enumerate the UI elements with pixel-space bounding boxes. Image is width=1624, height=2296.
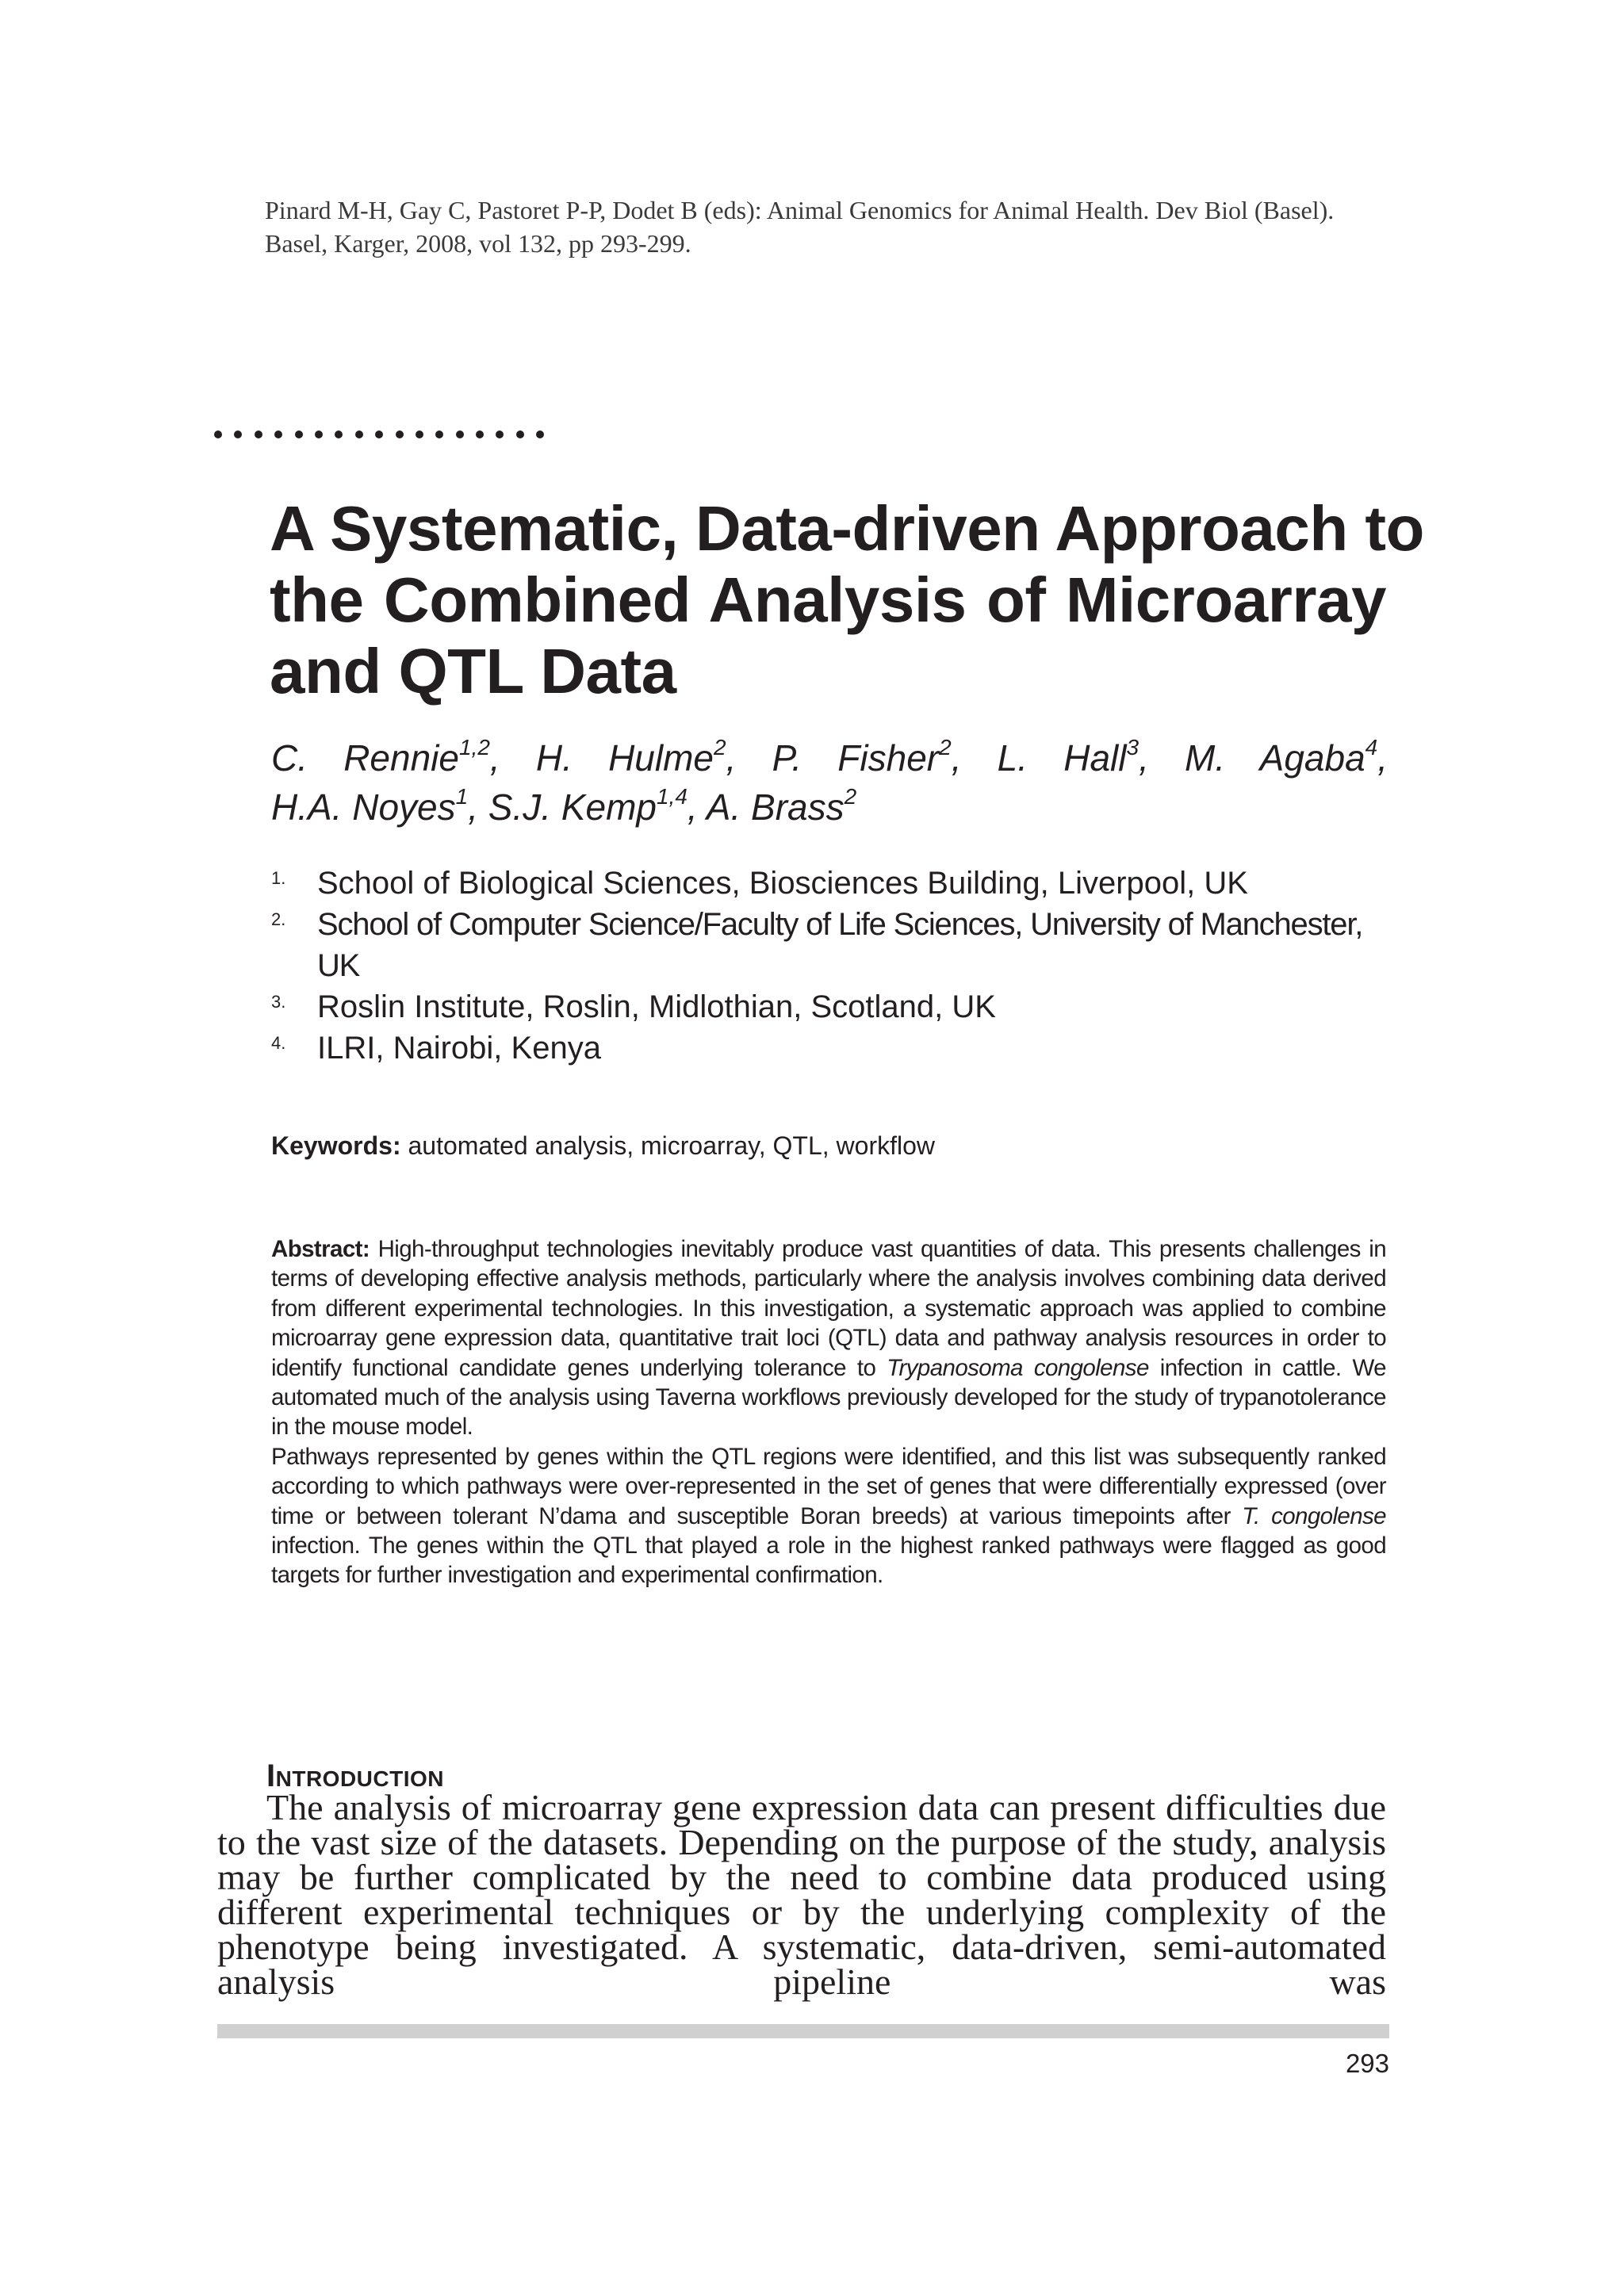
author-affiliation-mark: 1,4 <box>656 784 688 809</box>
affiliation-number: 2. <box>271 909 286 929</box>
author-name: L. Hall <box>997 737 1127 779</box>
decorative-dot <box>416 430 423 438</box>
section-heading: Introduction <box>266 1758 444 1794</box>
author-affiliation-mark: 2 <box>714 735 726 760</box>
affiliation-text: Roslin Institute, Roslin, Midlothian, Scotland, UK <box>317 989 996 1024</box>
decorative-dots <box>214 425 544 444</box>
affiliation-number: 3. <box>271 992 286 1012</box>
decorative-dot <box>456 430 464 438</box>
abstract-paragraph: Abstract: High-throughput technologies inevitably produce vast quantities of data. This presents challenges in terms of developing effective analysis methods, particularly where the analysis involves combining data derived from different experimental technologies. In this investigation, a systematic approach was applied to combine microarray gene expression data, quantitative trait loci (QTL) data and pathway analysis resources in order to identify functional candidate genes underlying tolerance to Trypanosoma congolense infection in cattle. We automated much of the analysis using Taverna workflows previously developed for the study of trypanotolerance in the mouse model. <box>271 1236 1386 1441</box>
affiliation-text: School of Computer Science/Faculty of Life Sciences, University of Manchester, UK <box>317 907 1363 983</box>
decorative-dot <box>396 430 404 438</box>
decorative-dot <box>234 430 242 438</box>
author-affiliation-mark: 4 <box>1365 735 1378 760</box>
species-name: Trypanosoma congolense <box>887 1354 1149 1381</box>
decorative-dot <box>315 430 323 438</box>
keywords-text: automated analysis, microarray, QTL, workflow <box>400 1131 935 1160</box>
keywords <box>271 1130 1388 1161</box>
decorative-dot <box>255 430 262 438</box>
citation: Pinard M-H, Gay C, Pastoret P-P, Dodet B (eds): Animal Genomics for Animal Health. Dev Biol (Basel). Basel, Karger, 2008, vol 132, pp 293-299. <box>265 196 1335 258</box>
body-paragraph: The analysis of microarray gene expression data can present difficulties due to the vast size of the datasets. Depending on the purpose of the study, analysis may be further complicated by the need to combine data produced using different experimental techniques or by the underlying complexity of the phenotype being investigated. A systematic, data-driven, semi-automated analysis pipeline was <box>217 1787 1386 2002</box>
decorative-dot <box>435 430 443 438</box>
paper-title <box>270 493 1424 707</box>
title-line: and QTL Data <box>270 636 676 706</box>
abstract-paragraph: Pathways represented by genes within the QTL regions were identified, and this list was subsequently ranked according to which pathways were over-represented in the set of genes that were differentially expressed (over time or between tolerant N’dama and susceptible Boran breeds) at various timepoints after T. congolense infection. The genes within the QTL that played a role in the highest ranked pathways were flagged as good targets for further investigation and experimental confirmation. <box>271 1443 1386 1589</box>
author-name: S.J. Kemp <box>488 786 657 828</box>
keywords-label: Keywords: <box>271 1131 401 1160</box>
decorative-dot <box>375 430 383 438</box>
abstract <box>271 1234 1386 1590</box>
decorative-dot <box>274 430 282 438</box>
decorative-dot <box>335 430 343 438</box>
author-line: H.A. Noyes$^1$, S.J. Kemp$^{1,4}$, A. Brass$^2$ <box>271 784 857 828</box>
affiliation-text: ILRI, Nairobi, Kenya <box>317 1031 601 1066</box>
decorative-dot <box>536 430 544 438</box>
author-name: P. Fisher <box>772 737 940 779</box>
author-affiliation-mark: 2 <box>939 735 952 760</box>
author-name: H. Hulme <box>535 737 714 779</box>
author-affiliation-mark: 2 <box>844 784 857 809</box>
author-affiliation-mark: 1,2 <box>458 735 490 760</box>
affiliation-item <box>271 904 1388 986</box>
affiliation-number: 1. <box>271 868 286 888</box>
author-affiliation-mark: 1 <box>455 784 469 809</box>
decorative-dot <box>476 430 484 438</box>
author-name: A. Brass <box>706 786 845 828</box>
author-name: C. Rennie <box>271 737 459 779</box>
decorative-dot <box>355 430 363 438</box>
abstract-label: Abstract: <box>271 1236 370 1262</box>
decorative-dot <box>496 430 504 438</box>
author-list <box>271 733 1388 832</box>
species-name: T. congolense <box>1242 1502 1386 1529</box>
affiliation-text: School of Biological Sciences, Biosciences Building, Liverpool, UK <box>317 866 1248 901</box>
title-line: A Systematic, Data-driven Approach to <box>270 493 1424 564</box>
decorative-dot <box>295 430 303 438</box>
body-text <box>217 1787 1386 2002</box>
author-line: C. Rennie$^{1,2}$, H. Hulme$^2$, P. Fisher$^2$, L. Hall$^3$, M. Agaba$^4$, <box>271 735 1388 779</box>
affiliation-number: 4. <box>271 1033 286 1053</box>
author-affiliation-mark: 3 <box>1126 735 1139 760</box>
affiliation-item <box>271 986 1388 1027</box>
affiliation-list <box>271 863 1388 1069</box>
author-name: H.A. Noyes <box>271 786 456 828</box>
affiliation-item <box>271 1027 1388 1069</box>
footer-rule <box>217 2024 1389 2038</box>
author-name: M. Agaba <box>1185 737 1365 779</box>
page-number: 293 <box>1345 2049 1389 2078</box>
decorative-dot <box>214 430 222 438</box>
affiliation-item <box>271 863 1388 904</box>
decorative-dot <box>516 430 524 438</box>
title-line: the Combined Analysis of Microarray <box>270 564 1386 635</box>
